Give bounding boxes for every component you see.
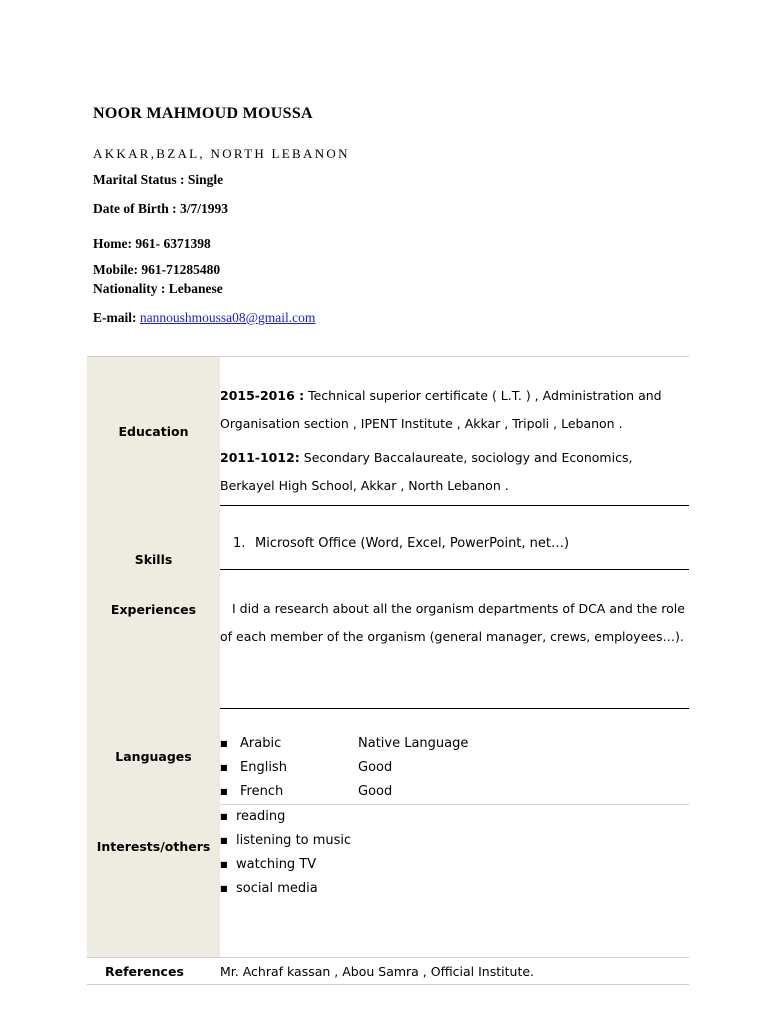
interest-text: watching TV [236, 857, 317, 872]
interest-text: listening to music [236, 833, 352, 848]
interest-text: reading [236, 809, 286, 824]
bullet-icon: ■ [220, 812, 228, 821]
interest-item [220, 829, 689, 853]
skills-label: Skills [87, 505, 220, 569]
education-entry-1-years: 2015-2016 : [220, 387, 305, 403]
home-phone-line [93, 236, 211, 252]
experiences-text: I did a research about all the organism departments of DCA and the role of each member of the organism (general manager, crews, employees…). [220, 600, 685, 644]
email-link[interactable]: nannoushmoussa08@gmail.com [139, 310, 316, 325]
language-item [220, 756, 689, 780]
marital-status-label: Marital Status : [93, 172, 188, 187]
marital-status-value: Single [187, 172, 224, 187]
experiences-label: Experiences [87, 569, 220, 708]
education-entry-1-text: Technical superior certificate ( L.T. ) , Administration and Organisation section , IPENT Institute , Akkar , Tripoli , Lebanon . [220, 387, 662, 431]
bullet-icon: ■ [220, 787, 228, 796]
home-phone-label: Home: [93, 236, 136, 251]
language-item [220, 732, 689, 756]
languages-row [87, 708, 689, 804]
home-phone-value: 961- 6371398 [135, 236, 211, 251]
languages-label: Languages [87, 708, 220, 804]
references-text: Mr. Achraf kassan , Abou Samra , Official Institute. [220, 958, 689, 985]
interests-row [87, 804, 689, 958]
references-label: References [87, 958, 220, 985]
interest-item [220, 805, 689, 829]
nationality-line [93, 281, 223, 297]
education-entry-1 [220, 362, 689, 438]
date-of-birth-value: 3/7/1993 [179, 201, 228, 216]
mobile-phone-value: 961-71285480 [141, 262, 221, 277]
email-label: E-mail: [93, 310, 140, 325]
cv-table [87, 356, 689, 985]
date-of-birth-line [93, 201, 228, 217]
interest-item [220, 853, 689, 877]
skills-item-number: 1. [233, 535, 246, 551]
skills-content [220, 505, 689, 569]
language-level: Native Language [358, 736, 469, 751]
skills-item-text: Microsoft Office (Word, Excel, PowerPoint, net…) [255, 535, 570, 551]
mobile-phone-label: Mobile: [93, 262, 142, 277]
interests-label: Interests/others [87, 804, 220, 958]
email-line [93, 310, 315, 326]
mobile-phone-line [93, 262, 220, 278]
education-entry-2-text: Secondary Baccalaureate, sociology and Economics, Berkayel High School, Akkar , North Lebanon . [220, 449, 633, 493]
bullet-icon: ■ [220, 739, 228, 748]
education-entry-2-years: 2011-1012: [220, 449, 300, 465]
language-item [220, 780, 689, 804]
interest-text: social media [236, 881, 318, 896]
language-name: Arabic [240, 736, 282, 751]
language-level: Good [358, 760, 393, 775]
references-row [87, 958, 689, 985]
applicant-name: NOOR MAHMOUD MOUSSA [93, 105, 313, 122]
education-row [87, 357, 689, 506]
applicant-address: AKKAR,BZAL, NORTH LEBANON [93, 146, 350, 161]
education-label: Education [87, 357, 220, 506]
language-level: Good [358, 784, 393, 799]
bullet-icon: ■ [220, 884, 228, 893]
experiences-content [220, 569, 689, 708]
bullet-icon: ■ [220, 836, 228, 845]
language-name: English [240, 760, 287, 775]
education-content [220, 357, 689, 506]
languages-content [220, 708, 689, 804]
nationality-label: Nationality : [93, 281, 169, 296]
date-of-birth-label: Date of Birth : [93, 201, 180, 216]
nationality-value: Lebanese [168, 281, 223, 296]
interests-content [220, 804, 689, 958]
marital-status-line [93, 172, 223, 188]
skills-item [220, 536, 689, 551]
language-name: French [240, 784, 284, 799]
interest-item [220, 877, 689, 901]
experiences-row [87, 569, 689, 708]
bullet-icon: ■ [220, 763, 228, 772]
bullet-icon: ■ [220, 860, 228, 869]
education-entry-2 [220, 444, 689, 500]
skills-row [87, 505, 689, 569]
